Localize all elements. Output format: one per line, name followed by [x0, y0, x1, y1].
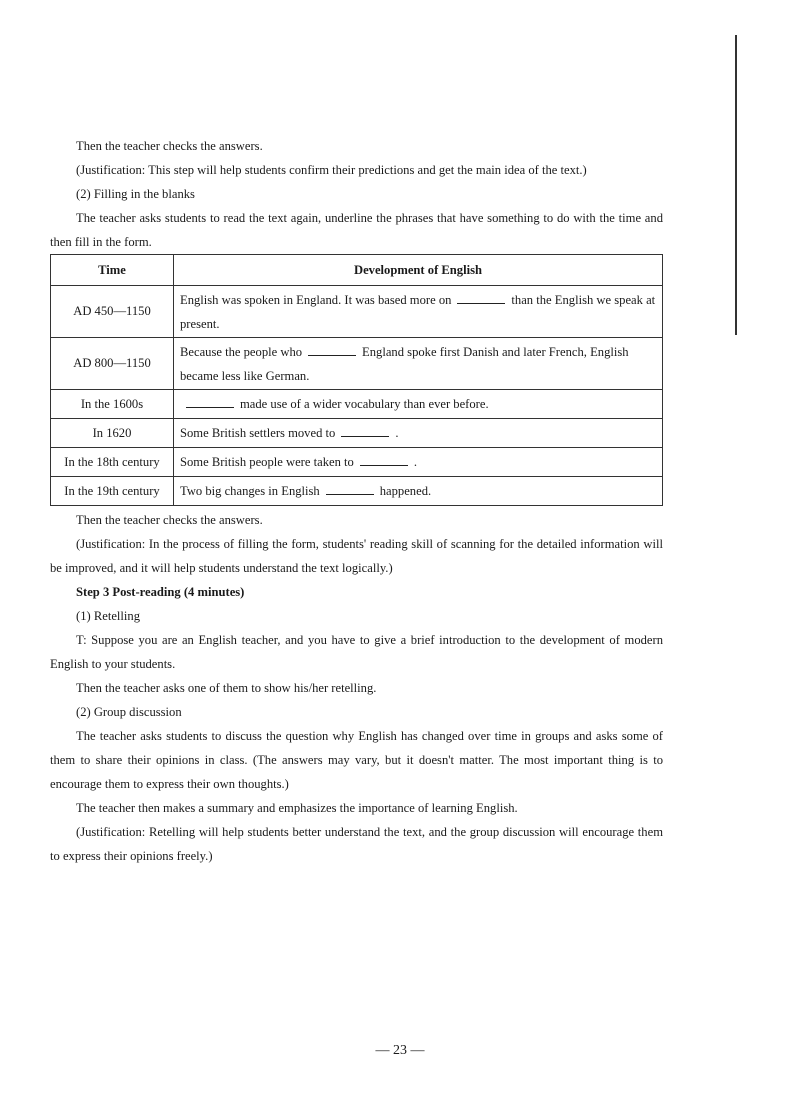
- time-cell: AD 450—1150: [51, 286, 174, 338]
- paragraph: Then the teacher checks the answers.: [76, 139, 263, 153]
- development-cell: made use of a wider vocabulary than ever before.: [174, 390, 663, 419]
- paragraph: (Justification: In the process of filling the form, students' reading skill of scanning for the detailed information will be improved, and it will help students understand the text logically.): [50, 537, 663, 575]
- time-cell: In the 19th century: [51, 477, 174, 506]
- paragraph: (2) Filling in the blanks: [76, 187, 195, 201]
- blank: [308, 343, 356, 356]
- blank: [341, 424, 389, 437]
- development-cell: English was spoken in England. It was based more on than the English we speak at present.: [174, 286, 663, 338]
- page-number: — 23 —: [375, 1043, 425, 1058]
- blank: [360, 453, 408, 466]
- development-cell: Some British people were taken to .: [174, 448, 663, 477]
- paragraph: The teacher asks students to discuss the question why English has changed over time in groups and asks some of them to share their opinions in class. (The answers may vary, but it doesn't matter. The most important thing is to encourage them to express their own thoughts.): [50, 729, 663, 791]
- document-body: [50, 134, 663, 868]
- paragraph: The teacher then makes a summary and emphasizes the importance of learning English.: [76, 801, 518, 815]
- time-cell: In the 1600s: [51, 390, 174, 419]
- section-heading: Step 3 Post-reading (4 minutes): [76, 585, 245, 599]
- development-table: [50, 254, 663, 506]
- development-cell: Some British settlers moved to .: [174, 419, 663, 448]
- paragraph: (Justification: This step will help students confirm their predictions and get the main idea of the text.): [76, 163, 587, 177]
- blank: [326, 482, 374, 495]
- paragraph: The teacher asks students to read the text again, underline the phrases that have something to do with the time and then fill in the form.: [50, 211, 663, 249]
- paragraph: T: Suppose you are an English teacher, and you have to give a brief introduction to the development of modern English to your students.: [50, 633, 663, 671]
- time-cell: In 1620: [51, 419, 174, 448]
- paragraph: Then the teacher checks the answers.: [76, 513, 263, 527]
- paragraph: (Justification: Retelling will help students better understand the text, and the group discussion will encourage them to express their opinions freely.): [50, 825, 663, 863]
- header-development: Development of English: [174, 255, 663, 286]
- time-cell: AD 800—1150: [51, 338, 174, 390]
- blank: [457, 291, 505, 304]
- development-cell: Because the people who England spoke first Danish and later French, English became less like German.: [174, 338, 663, 390]
- paragraph: (1) Retelling: [76, 609, 141, 623]
- paragraph: Then the teacher asks one of them to show his/her retelling.: [76, 681, 377, 695]
- development-cell: Two big changes in English happened.: [174, 477, 663, 506]
- scan-edge-line: [735, 35, 737, 335]
- blank: [186, 395, 234, 408]
- paragraph: (2) Group discussion: [76, 705, 182, 719]
- time-cell: In the 18th century: [51, 448, 174, 477]
- header-time: Time: [51, 255, 174, 286]
